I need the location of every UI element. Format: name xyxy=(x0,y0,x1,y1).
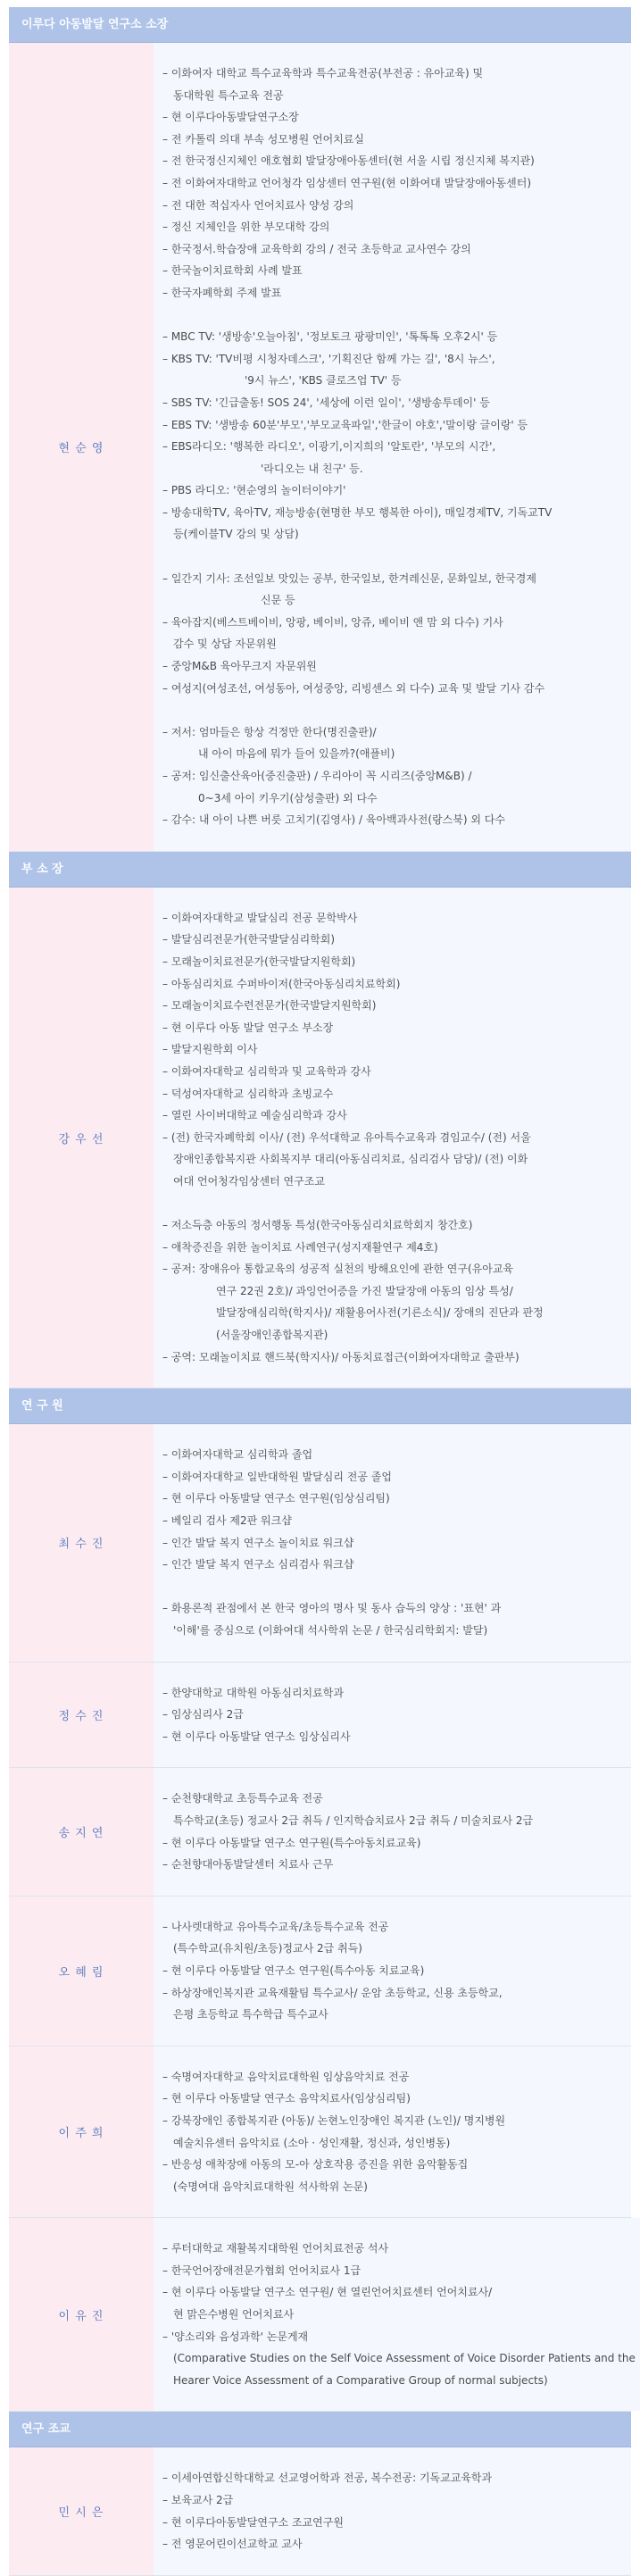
career-line: 동대학원 특수교육 전공 xyxy=(173,88,284,102)
career-line: – 현 이루다 아동발달 연구소 연구원(특수아동치료교육) xyxy=(162,1836,421,1849)
career-line: – 아동심리치료 수퍼바이저(한국아동심리치료학회) xyxy=(162,977,401,990)
career-line: – 이화여자대학교 발달심리 전공 문학박사 xyxy=(162,911,358,924)
career-line: (서울장애인종합복지관) xyxy=(216,1329,328,1342)
career-line: – 공저: 임신출산육아(중진출판) / 우리아이 꼭 시리즈(중앙M&B) / xyxy=(162,770,472,782)
career-line: 0~3세 아이 키우기(삼성출판) 외 다수 xyxy=(198,791,378,804)
spacer xyxy=(162,546,617,568)
career-line: – 한국자폐학회 주제 발표 xyxy=(162,286,282,299)
career-line: – 방송대학TV, 육아TV, 재능방송(현명한 부모 행복한 아이), 매일경제TV, 기독교TV xyxy=(162,505,553,519)
career-line: – 한국정서.학습장애 교육학회 강의 / 전국 초등학교 교사연수 강의 xyxy=(162,242,471,255)
career-line: – 감수: 내 아이 나쁜 버릇 고치기(김영사) / 육아백과사전(랑스북) 외 다수 xyxy=(162,813,505,827)
staff-section xyxy=(9,852,631,1388)
person-name: 현 순 영 xyxy=(9,43,154,851)
person-row xyxy=(9,2218,636,2412)
career-line: – EBS라디오: '행복한 라디오', 이광기,이지희의 '알토란', '부모의 시간', xyxy=(162,440,496,454)
person-name: 정 수 진 xyxy=(9,1663,154,1768)
career-line: – 한국놀이치료학회 사례 발표 xyxy=(162,264,303,278)
career-line: – 전 대한 적십자사 언어치료사 양성 강의 xyxy=(162,198,354,212)
spacer xyxy=(162,1193,617,1215)
career-line: (숙명여대 음악치료대학원 석사학위 논문) xyxy=(173,2180,368,2193)
career-line: 감수 및 상담 자문위원 xyxy=(173,638,277,651)
career-line: – 베일리 검사 제2판 워크샵 xyxy=(162,1514,292,1528)
career-line: – 반응성 애착장애 아동의 모-아 상호작용 증진을 위한 음악활동집 xyxy=(162,2158,469,2172)
career-line: – 숙명여자대학교 음악치료대학원 임상음악치료 전공 xyxy=(162,2070,410,2083)
career-line: – (전) 한국자폐학회 이사/ (전) 우석대학교 유아특수교육과 겸임교수/ (전) 서울 xyxy=(162,1130,531,1144)
person-row xyxy=(9,43,631,852)
career-line: 연구 22권 2호)/ 과잉언어증을 가진 발달장애 아동의 임상 특성/ xyxy=(216,1284,513,1297)
person-career xyxy=(154,888,631,1388)
career-line: – 현 이루다 아동발달 연구소 임상심리사 xyxy=(162,1730,351,1743)
section-header: 이루다 아동발달 연구소 소장 xyxy=(9,7,631,43)
career-line: – 한국언어장애전문가협회 언어치료사 1급 xyxy=(162,2263,362,2277)
career-line: – 일간지 기사: 조선일보 맛있는 공부, 한국일보, 한겨레신문, 문화일보, 한국경제 xyxy=(162,571,536,585)
career-line: – 발달심리전문가(한국발달심리학회) xyxy=(162,933,336,946)
career-line: – 한양대학교 대학원 아동심리치료학과 xyxy=(162,1686,344,1699)
career-line: – MBC TV: '생방송'오늘아침', '정보토크 팡팡미인', '톡톡톡 오후2시' 등 xyxy=(162,330,498,344)
person-row xyxy=(9,1897,631,2047)
career-line: – 여성지(여성조선, 여성동아, 여성중앙, 리빙센스 외 다수) 교육 및 발달 기사 감수 xyxy=(162,681,545,695)
career-line: – 공저: 장애유아 통합교육의 성공적 실천의 방해요인에 관한 연구(유아교육 xyxy=(162,1263,514,1276)
person-name: 최 수 진 xyxy=(9,1424,154,1661)
staff-page xyxy=(9,0,636,2576)
career-line: – 현 이루다아동발달연구소 조교연구원 xyxy=(162,2515,344,2529)
person-career xyxy=(154,2447,631,2574)
person-career xyxy=(154,43,631,851)
career-line: – 현 이루다 아동발달 연구소 연구원(임상심리팀) xyxy=(162,1492,390,1505)
career-line: – 공역: 모래놀이치료 핸드북(학지사)/ 아동치료접근(이화여자대학교 출판부) xyxy=(162,1350,519,1363)
person-row xyxy=(9,2047,631,2219)
career-line: – 현 이루다 아동발달 연구소 연구원(특수아동 치료교육) xyxy=(162,1963,425,1977)
career-line: – 모래놀이치료수련전문가(한국발달지원학회) xyxy=(162,999,377,1013)
career-line: – 현 이루다 아동 발달 연구소 부소장 xyxy=(162,1021,334,1034)
career-line: – 이화여자 대학교 특수교육학과 특수교육전공(부전공 : 유아교육) 및 xyxy=(162,67,484,79)
career-line: – 현 이루다 아동발달 연구소 음악치료사(임상심리팀) xyxy=(162,2092,411,2105)
career-line: 여대 언어청각임상센터 연구조교 xyxy=(173,1174,325,1188)
person-name: 오 혜 림 xyxy=(9,1897,154,2046)
career-line: – 인간 발달 복지 연구소 놀이치료 워크샵 xyxy=(162,1536,354,1549)
career-line: Hearer Voice Assessment of a Comparative Group of normal subjects) xyxy=(173,2373,548,2387)
career-line: '라디오는 내 친구' 등. xyxy=(261,462,363,475)
career-line: – 전 카톨릭 의대 부속 성모병원 언어치료실 xyxy=(162,132,364,146)
section-header: 연 구 원 xyxy=(9,1388,631,1424)
person-career xyxy=(154,1768,631,1895)
career-line: – 순천향대아동발달센터 치료사 근무 xyxy=(162,1858,334,1872)
person-name: 이 유 진 xyxy=(9,2218,154,2411)
career-line: – 이화여자대학교 심리학과 졸업 xyxy=(162,1448,313,1462)
career-line: – KBS TV: 'TV비평 시청자데스크', '기획진단 함께 가는 길', '8시 뉴스', xyxy=(162,352,495,365)
career-line: – 중앙M&B 육아무크지 자문위원 xyxy=(162,660,317,673)
career-line: 장애인종합복지관 사회복지부 대리(아동심리치료, 심리검사 담당)/ (전) 이화 xyxy=(173,1153,528,1166)
career-line: – 전 이화여자대학교 언어청각 임상센터 연구원(현 이화여대 발달장애아동센터) xyxy=(162,176,532,189)
career-line: (특수학교(유치원/초등)정교사 2급 취득) xyxy=(173,1942,362,1955)
career-line: – 현 이루다아동발달연구소장 xyxy=(162,111,299,124)
career-line: 등(케이블TV 강의 및 상담) xyxy=(173,528,299,541)
career-line: – 루터대학교 재활복지대학원 언어치료전공 석사 xyxy=(162,2242,389,2255)
person-career xyxy=(154,2047,631,2218)
career-line: – 나사렛대학교 유아특수교육/초등특수교육 전공 xyxy=(162,1920,389,1933)
career-line: (Comparative Studies on the Self Voice Assessment of Voice Disorder Patients and the xyxy=(173,2352,636,2365)
person-career xyxy=(154,2218,640,2411)
career-line: 신문 등 xyxy=(261,594,295,607)
spacer xyxy=(162,699,617,721)
career-line: – 전 영문어린이선교학교 교사 xyxy=(162,2538,303,2551)
person-row xyxy=(9,2447,631,2575)
section-header: 부 소 장 xyxy=(9,852,631,888)
career-line: 현 맑은수병원 언어치료사 xyxy=(173,2308,295,2322)
career-line: – 임상심리사 2급 xyxy=(162,1708,244,1722)
career-line: – 발달지원학회 이사 xyxy=(162,1043,258,1056)
section-header: 연구 조교 xyxy=(9,2412,631,2447)
career-line: – 하상장애인복지관 교육재활팀 특수교사/ 운암 초등학교, 신용 초등학교, xyxy=(162,1986,503,1999)
career-line: – 전 한국정신지체인 애호협회 발달장애아동센터(현 서울 시립 정신지체 복지관) xyxy=(162,154,535,168)
career-line: – 순천향대학교 초등특수교육 전공 xyxy=(162,1792,323,1805)
person-name: 이 주 희 xyxy=(9,2047,154,2218)
person-career xyxy=(154,1424,631,1661)
person-row xyxy=(9,888,631,1388)
career-line: – 이화여자대학교 일반대학원 발달심리 전공 졸업 xyxy=(162,1470,392,1483)
career-line: – 이세아연합신학대학교 선교영어학과 전공, 복수전공: 기독교교육학과 xyxy=(162,2472,493,2485)
career-line: – 강북장애인 종합복지관 (아동)/ 논현노인장애인 복지관 (노인)/ 명지병원 xyxy=(162,2113,506,2127)
career-line: – 보육교사 2급 xyxy=(162,2494,234,2507)
person-row xyxy=(9,1768,631,1896)
spacer xyxy=(162,304,617,327)
person-row xyxy=(9,1424,631,1662)
career-line: – 인간 발달 복지 연구소 심리검사 워크샵 xyxy=(162,1558,354,1571)
career-line: '이해'를 중심으로 (이화여대 석사학위 논문 / 한국심리학회지: 발달) xyxy=(173,1624,488,1637)
career-line: – 저소득층 아동의 정서행동 특성(한국아동심리치료학회지 창간호) xyxy=(162,1219,473,1232)
person-career xyxy=(154,1663,631,1768)
career-line: – 화용론적 관점에서 본 한국 영아의 명사 및 동사 습득의 양상 : '표현' 과 xyxy=(162,1602,502,1615)
career-line: '9시 뉴스', 'KBS 클로즈업 TV' 등 xyxy=(245,374,402,388)
career-line: 발달장애심리학(학지사)/ 재활용어사전(기른소식)/ 장애의 진단과 판정 xyxy=(216,1306,544,1320)
career-line: – 모래놀이치료전문가(한국발달지원학회) xyxy=(162,955,356,968)
career-line: – EBS TV: '생방송 60분'부모','부모교육파일','한글이 야호','말이랑 글이랑' 등 xyxy=(162,418,528,431)
career-line: 내 아이 마음에 뭐가 들어 있을까?(애플비) xyxy=(198,747,395,761)
career-line: – 애착증진을 위한 놀이치료 사례연구(성지재활연구 제4호) xyxy=(162,1240,438,1254)
person-name: 민 시 은 xyxy=(9,2447,154,2574)
career-line: 은평 초등학교 특수학급 특수교사 xyxy=(173,2008,328,2022)
career-line: – 정신 지체인을 위한 부모대학 강의 xyxy=(162,221,330,234)
career-line: 예술치유센터 음악치료 (소아 · 성인재활, 정신과, 성인병동) xyxy=(173,2136,451,2149)
career-line: – '양소리와 음성과학' 논문게재 xyxy=(162,2330,309,2343)
career-line: 특수학교(초등) 정교사 2급 취득 / 인지학습치료사 2급 취득 / 미술치료사 2급 xyxy=(173,1813,534,1827)
career-line: – 덕성여자대학교 심리학과 초빙교수 xyxy=(162,1087,334,1100)
staff-section xyxy=(9,7,631,852)
person-name: 송 지 연 xyxy=(9,1768,154,1895)
career-line: – 육아잡지(베스트베이비, 앙팡, 베이비, 앙쥬, 베이비 앤 맘 외 다수) 기사 xyxy=(162,615,503,629)
spacer xyxy=(162,1576,617,1598)
staff-section xyxy=(9,2412,631,2575)
career-line: – PBS 라디오: '현순영의 놀이터이야기' xyxy=(162,484,346,497)
career-line: – SBS TV: '긴급출동! SOS 24', '세상에 이런 일이', '생방송투데이' 등 xyxy=(162,396,490,409)
career-line: – 현 이루다 아동발달 연구소 연구원/ 현 열린언어치료센터 언어치료사/ xyxy=(162,2286,493,2299)
person-name: 강 우 선 xyxy=(9,888,154,1388)
career-line: – 이화여자대학교 심리학과 및 교육학과 강사 xyxy=(162,1064,371,1078)
person-career xyxy=(154,1897,631,2046)
career-line: – 저서: 엄마들은 항상 걱정만 한다(명진출판)/ xyxy=(162,725,377,738)
career-line: – 열린 사이버대학교 예술심리학과 강사 xyxy=(162,1109,347,1122)
staff-section xyxy=(9,1388,636,2412)
person-row xyxy=(9,1663,631,1769)
